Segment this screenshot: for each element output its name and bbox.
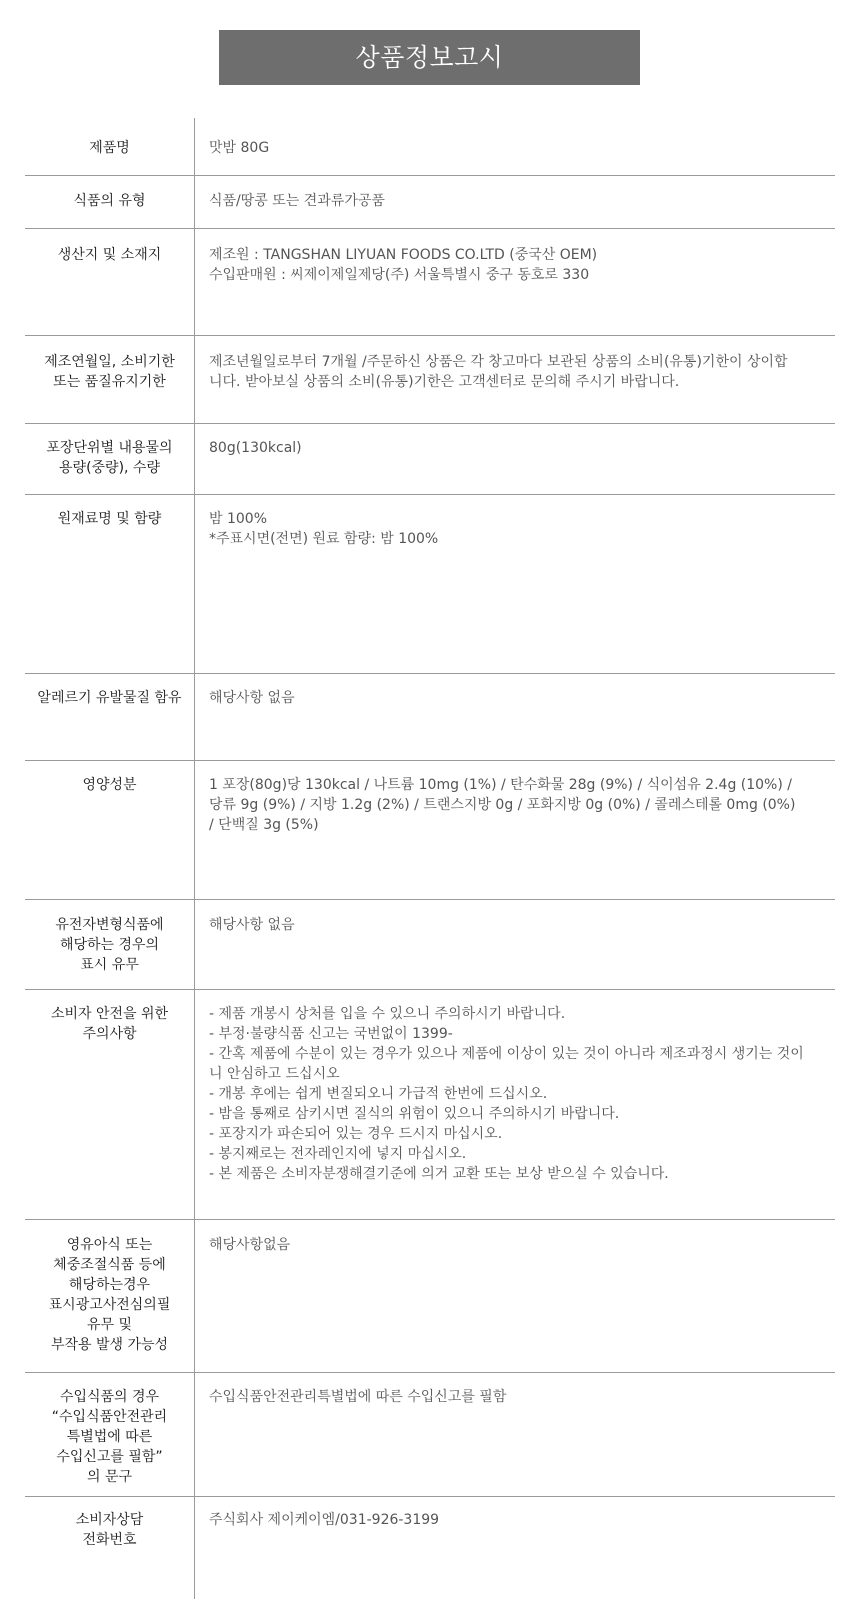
table-row-import	[25, 1373, 835, 1497]
row-value: 수입식품안전관리특별법에 따른 수입신고를 필함	[209, 1389, 507, 1405]
table-row-product-name	[25, 118, 835, 176]
page-title-banner: 상품정보고시	[219, 30, 640, 85]
row-label: 생산지 및 소재지	[57, 247, 162, 263]
row-value: 맛밤 80G	[209, 140, 270, 156]
row-value: 주식회사 제이케이엠/031-926-3199	[209, 1512, 440, 1528]
row-value: 해당사항없음	[209, 1237, 291, 1253]
product-info-table	[25, 118, 835, 1599]
table-row-ingredients	[25, 495, 835, 674]
row-label: 원재료명 및 함량	[57, 511, 162, 527]
row-value: 제조년월일로부터 7개월 /주문하신 상품은 각 창고마다 보관된 상품의 소비(유통)기한이 상이합 니다. 받아보실 상품의 소비(유통)기한은 고객센터로 문의해 주시기 바랍니다.	[209, 354, 788, 390]
row-value: 80g(130kcal)	[209, 440, 302, 456]
table-row-origin	[25, 229, 835, 336]
row-value: 식품/땅콩 또는 견과류가공품	[209, 193, 385, 209]
row-label: 영양성분	[82, 777, 137, 793]
table-row-nutrition	[25, 761, 835, 900]
table-row-gmo	[25, 900, 835, 990]
table-row-expiry	[25, 336, 835, 424]
row-value: 해당사항 없음	[209, 917, 295, 933]
table-row-capacity	[25, 424, 835, 495]
row-label: 소비자 안전을 위한 주의사항	[50, 1006, 169, 1042]
table-row-allergen	[25, 674, 835, 761]
table-row-safety	[25, 990, 835, 1220]
row-label: 식품의 유형	[73, 193, 146, 209]
row-label: 알레르기 유발물질 함유	[37, 690, 182, 706]
row-value: - 제품 개봉시 상처를 입을 수 있으니 주의하시기 바랍니다. - 부정·불량식품 신고는 국번없이 1399- - 간혹 제품에 수분이 있는 경우가 있으나 제품에 이상이 있는 것이 아니라 제조과정시 생기는 것이 니 안심하고 드십시오 - 개봉 후에는 쉽게 변질되오니 가급적 한번에 드십시오. - 밤을 통째로 삼키시면 질식의 위험이 있으니 주의하시기 바랍니다. - 포장지가 파손되어 있는 경우 드시지 마십시오. - 봉지째로는 전자레인지에 넣지 마십시오. - 본 제품은 소비자분쟁해결기준에 의거 교환 또는 보상 받으실 수 있습니다.	[209, 1006, 804, 1182]
row-label: 영유아식 또는 체중조절식품 등에 해당하는경우 표시광고사전심의필 유무 및 부작용 발생 가능성	[48, 1237, 171, 1353]
row-label: 포장단위별 내용물의 용량(중량), 수량	[46, 440, 173, 476]
row-label: 유전자변형식품에 해당하는 경우의 표시 유무	[55, 917, 164, 973]
table-row-food-type	[25, 176, 835, 229]
row-value: 제조원 : TANGSHAN LIYUAN FOODS CO.LTD (중국산 OEM) 수입판매원 : 씨제이제일제당(주) 서울특별시 중구 동호로 330	[209, 247, 598, 283]
row-value: 1 포장(80g)당 130kcal / 나트륨 10mg (1%) / 탄수화물 28g (9%) / 식이섬유 2.4g (10%) / 당류 9g (9%) / 지방 1.2g (2%) / 트랜스지방 0g / 포화지방 0g (0%) / 콜레스테롤 0mg (0%) / 단백질 3g (5%)	[209, 777, 796, 833]
row-label: 제품명	[89, 140, 130, 156]
row-value: 밤 100% *주표시면(전면) 원료 함량: 밤 100%	[209, 511, 439, 547]
row-value: 해당사항 없음	[209, 690, 295, 706]
table-row-contact	[25, 1497, 835, 1599]
row-label: 소비자상담 전화번호	[75, 1512, 144, 1548]
row-label: 제조연월일, 소비기한 또는 품질유지기한	[44, 354, 175, 390]
table-row-infant-diet	[25, 1220, 835, 1373]
row-label: 수입식품의 경우 “수입식품안전관리 특별법에 따른 수입신고를 필함” 의 문구	[51, 1389, 168, 1485]
